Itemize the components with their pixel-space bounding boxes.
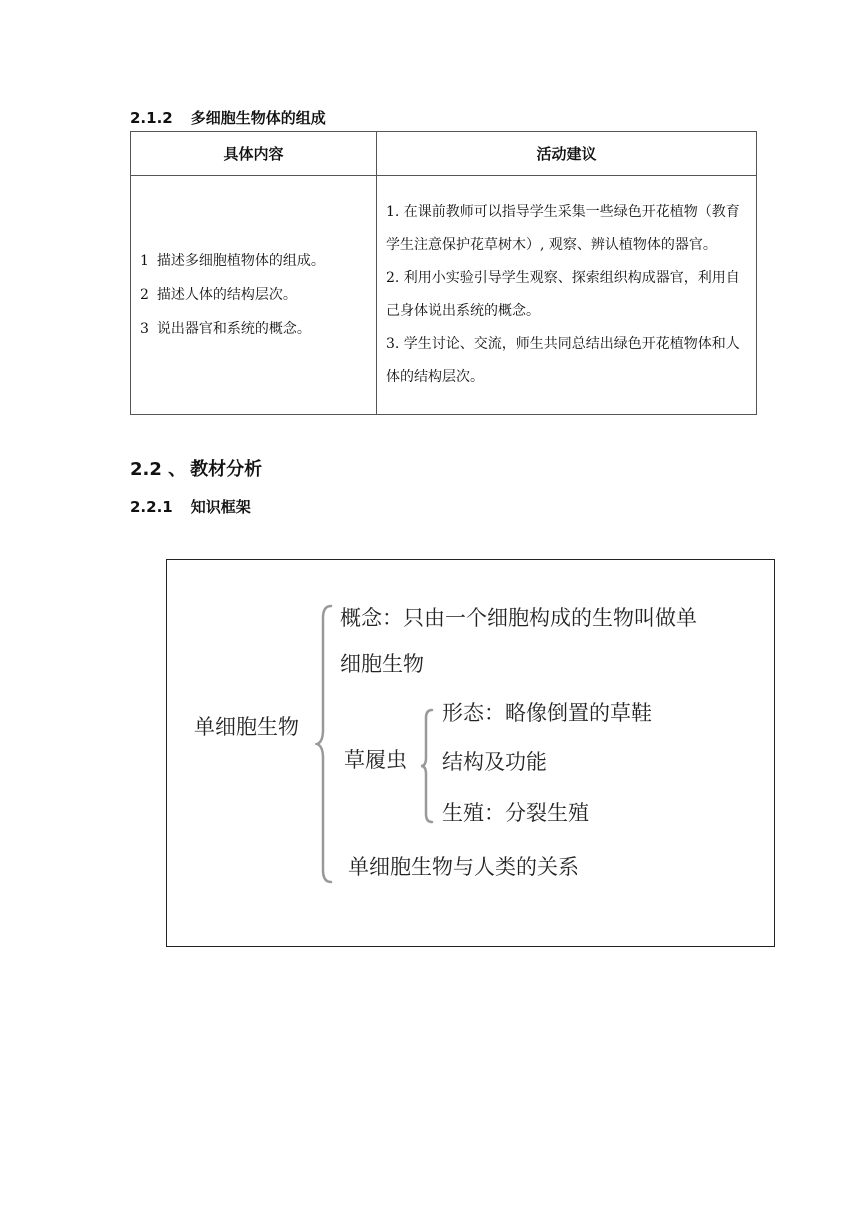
list-item xyxy=(140,244,375,278)
root-node: 单细胞生物 xyxy=(194,715,299,739)
relation-node: 单细胞生物与人类的关系 xyxy=(348,855,579,879)
content-cell xyxy=(131,176,377,415)
section-heading-2-1-2 xyxy=(130,107,326,128)
structure-node: 结构及功能 xyxy=(442,750,547,774)
item-number: 3 xyxy=(140,321,149,337)
item-number: 1 xyxy=(140,253,149,269)
item-text: 描述多细胞植物体的组成。 xyxy=(156,253,325,269)
section-number: 2.1.2 xyxy=(130,109,173,127)
activity-paragraph: 2. 利用小实验引导学生观察、探索组织构成器官，利用自己身体说出系统的概念。 xyxy=(386,270,740,319)
activity-paragraph: 1. 在课前教师可以指导学生采集一些绿色开花植物（教育学生注意保护花草树木）, 观察、辨认植物体的器官。 xyxy=(386,204,740,253)
table-row xyxy=(131,176,757,415)
form-node: 形态：略像倒置的草鞋 xyxy=(442,701,652,725)
paramecium-node: 草履虫 xyxy=(344,748,407,772)
main-brace xyxy=(315,604,335,884)
activities-cell xyxy=(377,176,757,415)
section-title: 知识框架 xyxy=(190,498,251,516)
curriculum-table xyxy=(130,131,757,415)
item-number: 2 xyxy=(140,287,149,303)
concept-line-1: 概念：只由一个细胞构成的生物叫做单 xyxy=(340,606,697,630)
section-title: 教材分析 xyxy=(190,459,263,480)
header-activities: 活动建议 xyxy=(377,132,757,176)
section-heading-2-2-1 xyxy=(130,496,251,517)
list-item xyxy=(140,278,375,312)
list-item xyxy=(140,312,375,346)
reproduction-node: 生殖：分裂生殖 xyxy=(442,801,589,825)
table-header-row xyxy=(131,132,757,176)
section-number: 2.2 、 xyxy=(130,459,187,480)
activity-paragraph: 3. 学生讨论、交流，师生共同总结出绿色开花植物体和人体的结构层次。 xyxy=(386,336,740,385)
section-heading-2-2 xyxy=(130,455,262,481)
section-number: 2.2.1 xyxy=(130,498,173,516)
section-title: 多细胞生物体的组成 xyxy=(190,109,326,127)
item-text: 说出器官和系统的概念。 xyxy=(156,321,311,337)
paramecium-brace xyxy=(419,708,435,824)
concept-line-2: 细胞生物 xyxy=(340,652,424,676)
knowledge-framework-diagram xyxy=(166,559,775,947)
header-content: 具体内容 xyxy=(131,132,377,176)
item-text: 描述人体的结构层次。 xyxy=(156,287,297,303)
